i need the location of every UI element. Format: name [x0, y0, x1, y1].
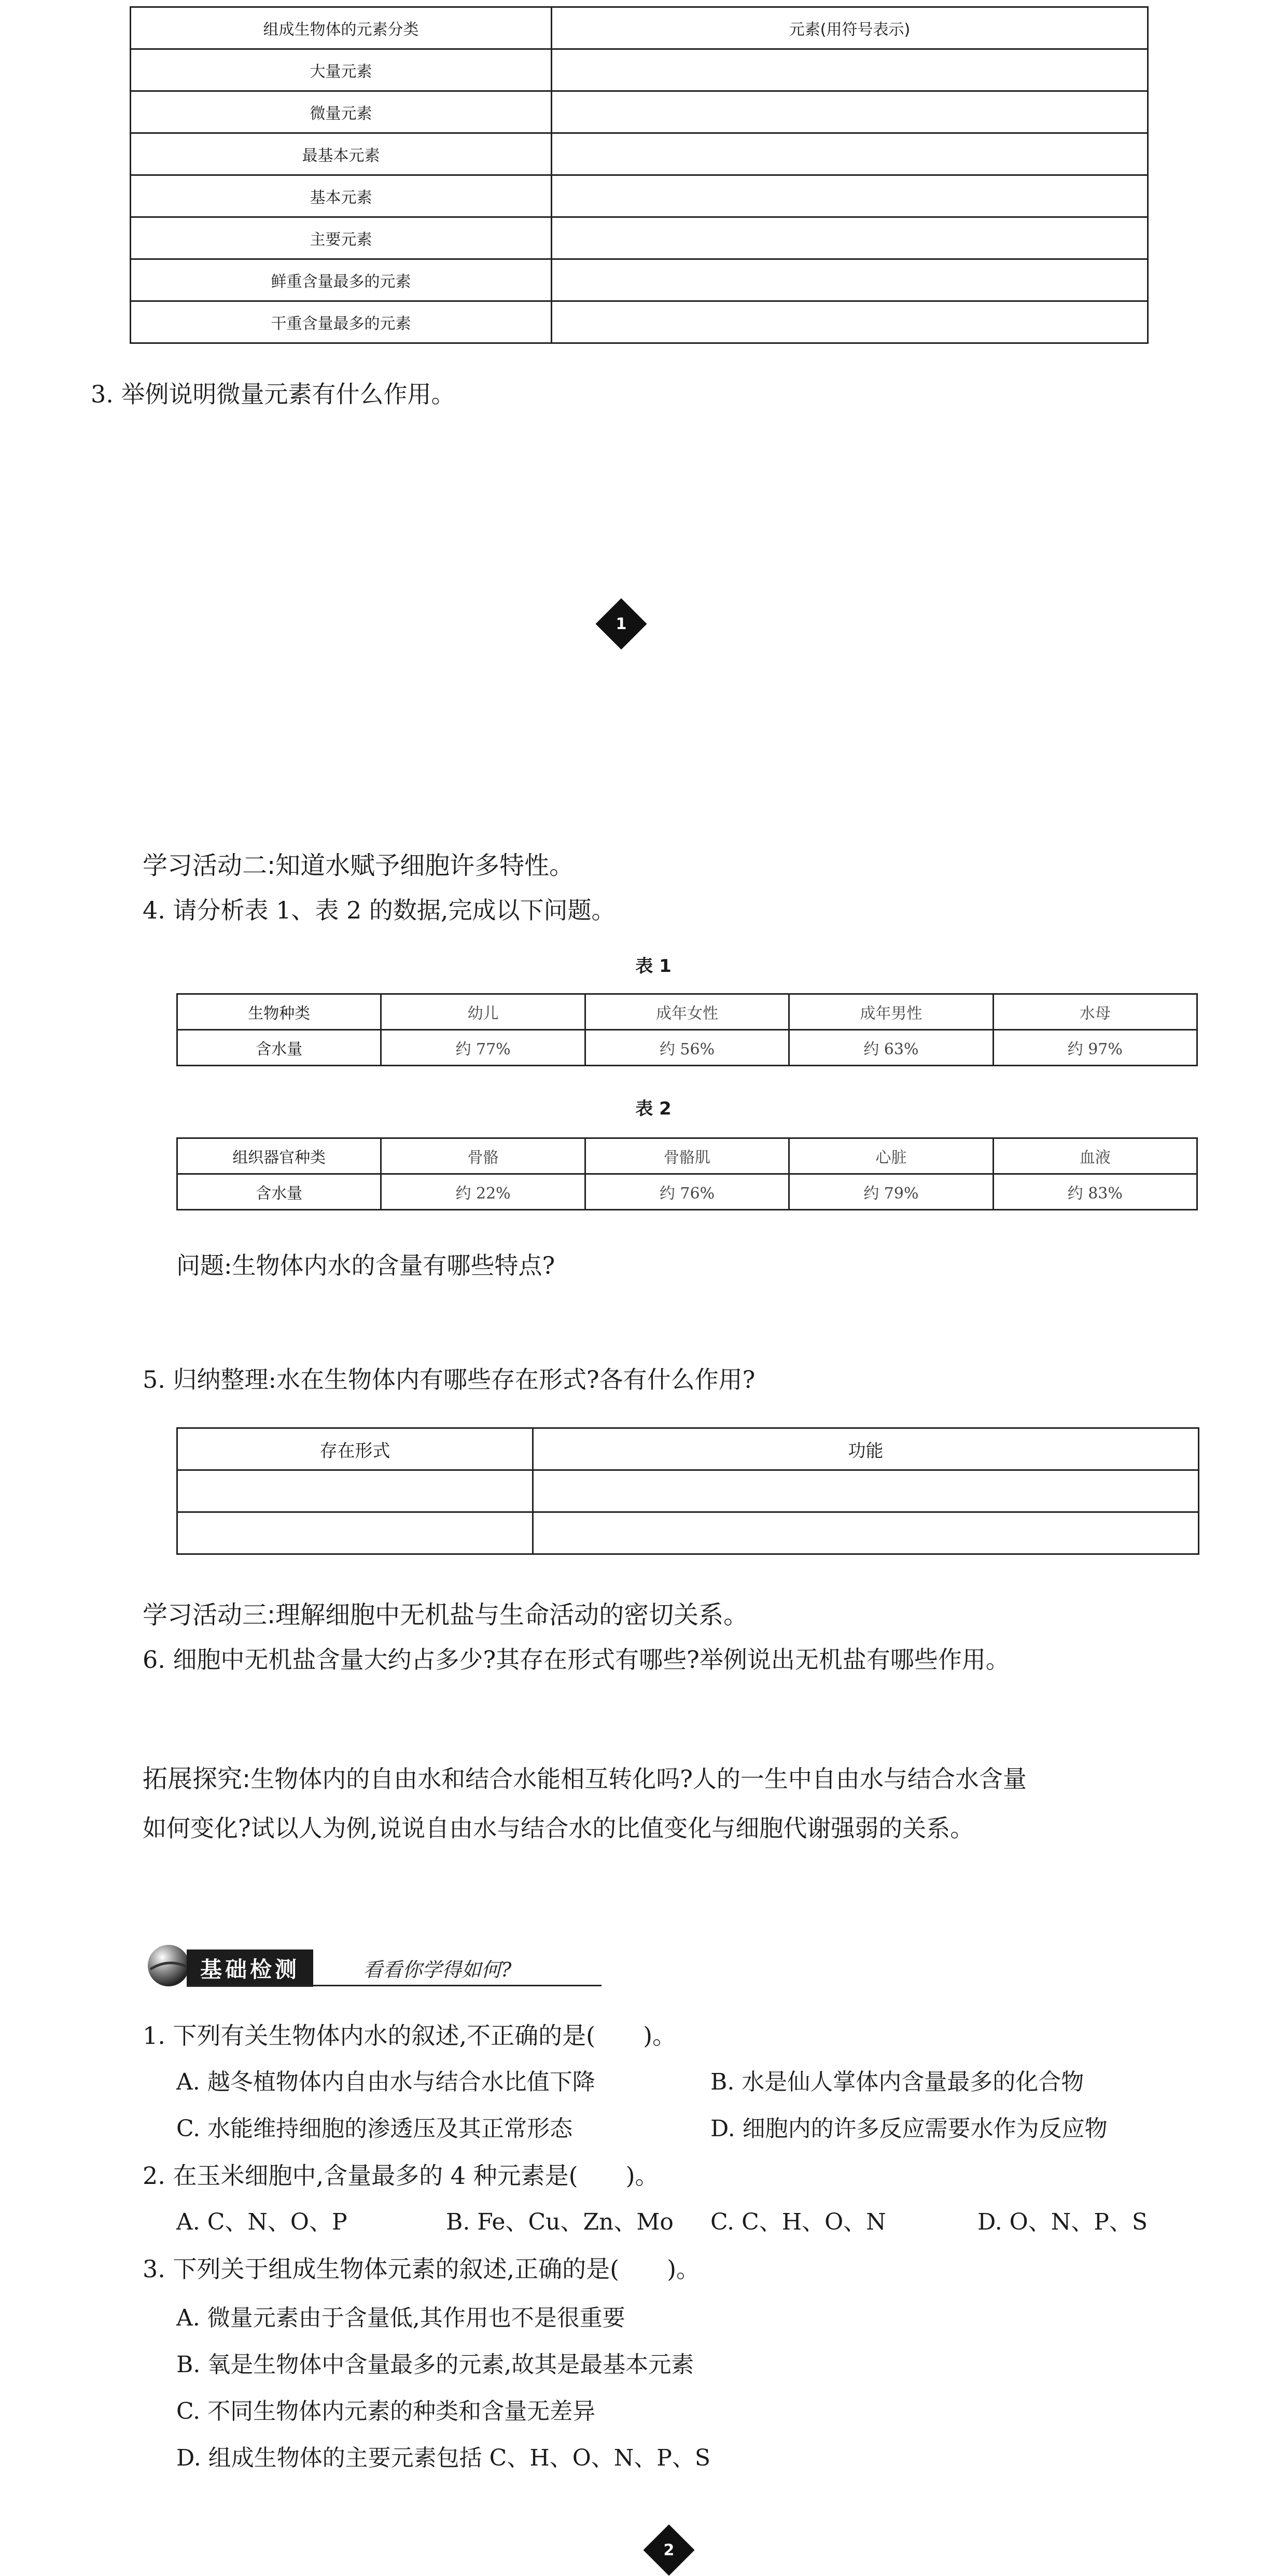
mc-question-3: 3. 下列关于组成生物体元素的叙述,正确的是( )。	[143, 2255, 701, 2283]
header-cell: 骨骼	[381, 1138, 585, 1174]
table-row	[177, 1030, 1197, 1066]
banner-underline	[187, 1985, 602, 1986]
category-cell: 最基本元素	[131, 133, 552, 175]
answer-cell[interactable]	[552, 91, 1148, 133]
extension-line-1	[143, 1763, 1027, 1794]
table-row	[177, 1512, 1199, 1554]
header-cell: 功能	[533, 1428, 1199, 1470]
value-cell: 约 77%	[381, 1030, 585, 1066]
header-cell: 生物种类	[177, 994, 381, 1030]
mc2-option-a[interactable]: A. C、N、O、P	[176, 2209, 347, 2235]
elements-table	[130, 6, 1149, 344]
table-header-row	[177, 994, 1197, 1030]
basic-check-banner	[145, 1942, 612, 1989]
category-cell: 主要元素	[131, 217, 552, 259]
header-cell: 组成生物体的元素分类	[131, 7, 552, 49]
table-header-row	[177, 1138, 1197, 1174]
answer-cell[interactable]	[552, 133, 1148, 175]
activity-2-title: 学习活动二:知道水赋予细胞许多特性。	[143, 851, 575, 880]
table-row	[177, 1174, 1197, 1210]
header-cell: 组织器官种类	[177, 1138, 381, 1174]
table-header-row	[177, 1428, 1199, 1470]
header-cell: 成年男性	[789, 994, 993, 1030]
mc3-option-a[interactable]: A. 微量元素由于含量低,其作用也不是很重要	[176, 2305, 625, 2331]
extension-text: 生物体内的自由水和结合水能相互转化吗?人的一生中自由水与结合水含量	[250, 1765, 1027, 1793]
page-marker-1	[596, 598, 647, 650]
mc1-option-d[interactable]: D. 细胞内的许多反应需要水作为反应物	[710, 2115, 1108, 2142]
basic-check-tagline: 看看你学得如何?	[363, 1958, 512, 1981]
header-cell: 血液	[993, 1138, 1197, 1174]
page-marker-number: 1	[616, 615, 627, 633]
value-cell: 约 22%	[381, 1174, 585, 1210]
table-1	[176, 993, 1198, 1066]
table-row	[131, 175, 1148, 217]
mc-question-1: 1. 下列有关生物体内水的叙述,不正确的是( )。	[143, 2022, 677, 2050]
category-cell: 微量元素	[131, 91, 552, 133]
answer-cell[interactable]	[533, 1470, 1199, 1512]
page-marker-2	[644, 2525, 695, 2576]
page-marker-number: 2	[663, 2541, 675, 2559]
table-row	[131, 217, 1148, 259]
answer-cell[interactable]	[552, 301, 1148, 343]
row-label: 含水量	[177, 1030, 381, 1066]
mc2-option-d[interactable]: D. O、N、P、S	[977, 2209, 1148, 2235]
value-cell: 约 97%	[993, 1030, 1197, 1066]
mc2-option-b[interactable]: B. Fe、Cu、Zn、Mo	[446, 2209, 674, 2235]
mc1-option-c[interactable]: C. 水能维持细胞的渗透压及其正常形态	[176, 2115, 573, 2142]
question-5: 5. 归纳整理:水在生物体内有哪些存在形式?各有什么作用?	[143, 1366, 756, 1394]
activity-3-title: 学习活动三:理解细胞中无机盐与生命活动的密切关系。	[143, 1600, 749, 1630]
value-cell: 约 76%	[585, 1174, 789, 1210]
extension-label: 拓展探究:	[143, 1764, 251, 1793]
answer-cell[interactable]	[533, 1512, 1199, 1554]
mc3-option-b[interactable]: B. 氧是生物体中含量最多的元素,故其是最基本元素	[176, 2351, 694, 2378]
extension-line-2: 如何变化?试以人为例,说说自由水与结合水的比值变化与细胞代谢强弱的关系。	[143, 1814, 974, 1842]
header-cell: 心脏	[789, 1138, 993, 1174]
question-3: 3. 举例说明微量元素有什么作用。	[91, 380, 455, 408]
value-cell: 约 83%	[993, 1174, 1197, 1210]
table-row	[131, 91, 1148, 133]
table-row	[131, 49, 1148, 91]
answer-cell[interactable]	[177, 1470, 533, 1512]
question-4: 4. 请分析表 1、表 2 的数据,完成以下问题。	[143, 896, 616, 924]
header-cell: 成年女性	[585, 994, 789, 1030]
table-row	[131, 133, 1148, 175]
table-2-caption: 表 2	[635, 1098, 672, 1119]
header-cell: 元素(用符号表示)	[552, 7, 1148, 49]
mc1-option-a[interactable]: A. 越冬植物体内自由水与结合水比值下降	[176, 2069, 595, 2095]
answer-cell[interactable]	[552, 49, 1148, 91]
question-6: 6. 细胞中无机盐含量大约占多少?其存在形式有哪些?举例说出无机盐有哪些作用。	[143, 1646, 1010, 1674]
table-row	[131, 259, 1148, 301]
mc3-option-c[interactable]: C. 不同生物体内元素的种类和含量无差异	[176, 2398, 596, 2425]
water-forms-table	[176, 1427, 1199, 1555]
category-cell: 基本元素	[131, 175, 552, 217]
row-label: 含水量	[177, 1174, 381, 1210]
sphere-icon	[145, 1942, 192, 1989]
table-header-row	[131, 7, 1148, 49]
mc3-option-d[interactable]: D. 组成生物体的主要元素包括 C、H、O、N、P、S	[176, 2445, 711, 2471]
mc1-option-b[interactable]: B. 水是仙人掌体内含量最多的化合物	[710, 2069, 1084, 2095]
category-cell: 大量元素	[131, 49, 552, 91]
question-4-prompt: 问题:生物体内水的含量有哪些特点?	[176, 1251, 555, 1279]
header-cell: 幼儿	[381, 994, 585, 1030]
header-cell: 存在形式	[177, 1428, 533, 1470]
mc-question-2: 2. 在玉米细胞中,含量最多的 4 种元素是( )。	[143, 2162, 659, 2190]
table-row	[177, 1470, 1199, 1512]
answer-cell[interactable]	[552, 175, 1148, 217]
category-cell: 鲜重含量最多的元素	[131, 259, 552, 301]
table-1-caption: 表 1	[635, 956, 672, 977]
header-cell: 骨骼肌	[585, 1138, 789, 1174]
answer-cell[interactable]	[552, 217, 1148, 259]
value-cell: 约 79%	[789, 1174, 993, 1210]
header-cell: 水母	[993, 994, 1197, 1030]
value-cell: 约 63%	[789, 1030, 993, 1066]
table-row	[131, 301, 1148, 343]
answer-cell[interactable]	[552, 259, 1148, 301]
value-cell: 约 56%	[585, 1030, 789, 1066]
basic-check-badge: 基础检测	[187, 1950, 313, 1987]
answer-cell[interactable]	[177, 1512, 533, 1554]
mc2-option-c[interactable]: C. C、H、O、N	[710, 2209, 886, 2235]
table-2	[176, 1137, 1198, 1210]
category-cell: 干重含量最多的元素	[131, 301, 552, 343]
